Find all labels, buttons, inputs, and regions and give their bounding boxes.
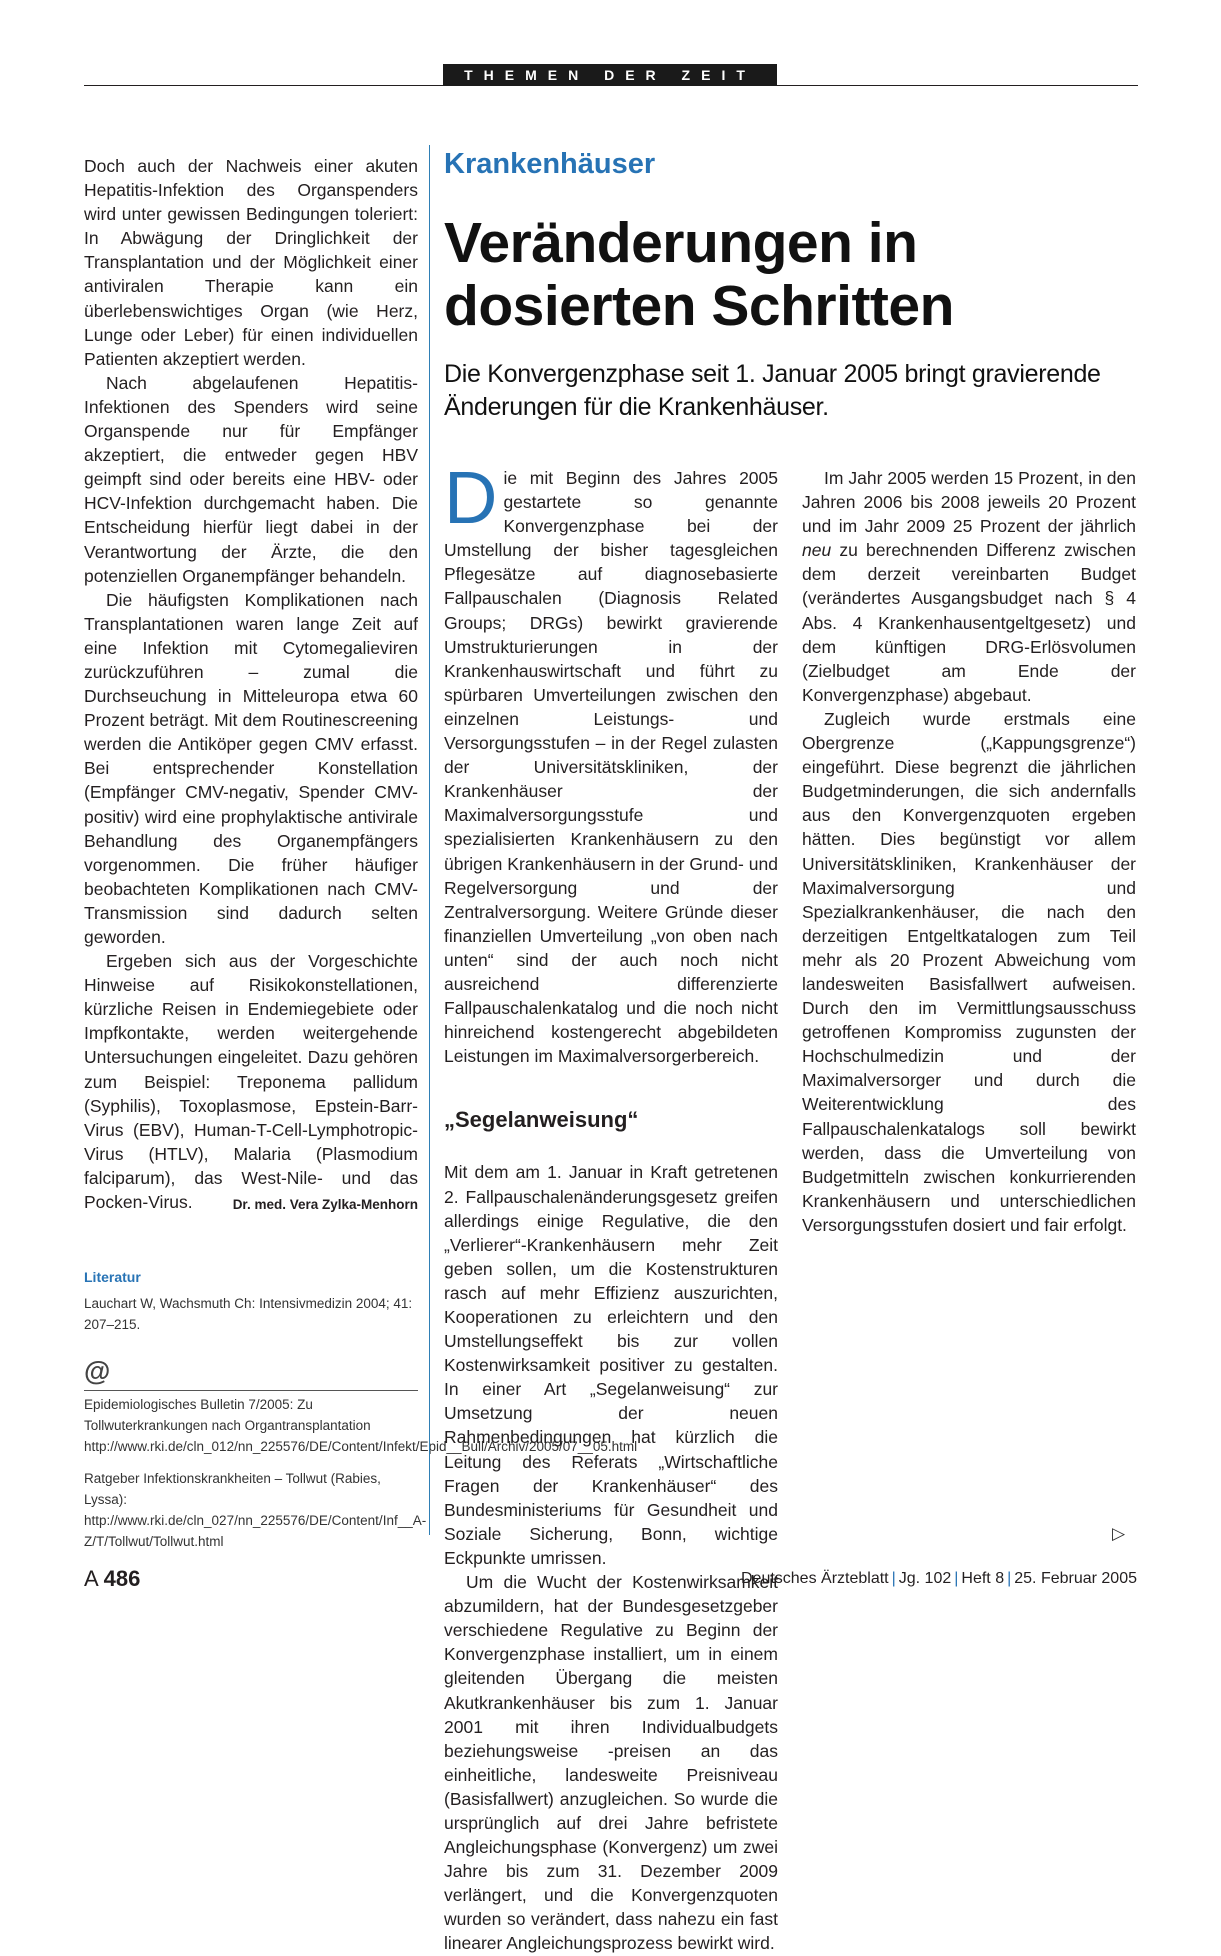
left-paragraph-3: Die häufigsten Komplikationen nach Transplantationen waren lange Zeit auf eine Infektion mit Cytomegalieviren zurückzuführen – zumal die Durchseuchung in Mitteleuropa etwa 60 Prozent beträgt. Mit dem Routinescreening werden die Antiköper gegen CMV erfasst. Bei entsprechender Konstellation (Empfänger CMV-negativ, Spender CMV-positiv) wird eine prophylaktische antivirale Behandlung des Organempfängers vorgenommen. Die früher häufiger beobachteten Komplikationen nach CMV-Transmission sind dadurch selten geworden. — [84, 589, 418, 947]
web-references-rule — [84, 1390, 418, 1391]
journal-issue: Heft 8 — [961, 1570, 1005, 1587]
article-subheading: „Segelanweisung“ — [444, 1107, 639, 1133]
article-paragraph-3: Um die Wucht der Kostenwirksamkeit abzumildern, hat der Bundesgesetzgeber verschiedene Regulative zu Beginn der Konvergenzphase installiert, um in einem gleitenden Übergang die meisten Akutkrankenhäuser bis zum 1. Januar 2001 mit ihren Individualbudgets beziehungsweise -preisen an das einheitliche, landesweite Preisniveau (Basisfallwert) anzugleichen. So wurde die ursprünglich auf drei Jahre befristete Angleichungsphase (Konvergenz) um zwei Jahre bis zum 31. Dezember 2009 verlängert, und die Konvergenzquoten wurden so verändert, dass nahezu ein fast linearer Angleichungsprozess bewirkt wird. — [444, 1572, 778, 1954]
continue-arrow-icon: ▷ — [1112, 1524, 1126, 1543]
web-reference-2[interactable]: Ratgeber Infektionskrankheiten – Tollwut (Rabies, Lyssa): http://www.rki.de/cln_027/nn_225576/DE/Content/Inf__A-Z/T/Tollwut/Tollwut.html — [84, 1471, 427, 1549]
section-label: THEMEN DER ZEIT — [443, 64, 777, 86]
article-subhead: Die Konvergenzphase seit 1. Januar 2005 bringt gravierende Änderungen für die Krankenhäuser. — [444, 360, 1101, 421]
article-paragraph-4-emphasis: neu — [802, 540, 832, 561]
article-paragraph-4-start: Im Jahr 2005 werden 15 Prozent, in den Jahren 2006 bis 2008 jeweils 20 Prozent und im Jahr 2009 25 Prozent der jährlich — [802, 468, 1136, 537]
right-column — [802, 466, 1136, 1237]
article-paragraph-4 — [802, 466, 1136, 707]
left-paragraph-4 — [84, 949, 418, 1214]
journal-volume: Jg. 102 — [898, 1570, 952, 1587]
left-paragraph-2: Nach abgelaufenen Hepatitis-Infektionen des Spenders wird seine Organspende nur für Empfänger akzeptiert, die entweder gegen HBV geimpft sind oder bereits eine HBV- oder HCV-Infektion durchgemacht haben. Die Entscheidung hierfür liegt dabei in der Verantwortung der Ärzte, die den potenziellen Organempfänger behandeln. — [84, 372, 418, 586]
journal-date: 25. Februar 2005 — [1014, 1570, 1137, 1587]
literature-heading: Literatur — [84, 1269, 141, 1285]
author-signature: Dr. med. Vera Zylka-Menhorn — [232, 1197, 418, 1213]
footer-info: Deutsches Ärzteblatt | Jg. 102 | Heft 8 | 25. Februar 2005 — [740, 1570, 1137, 1587]
page-number-value: 486 — [103, 1566, 141, 1591]
web-references — [84, 1394, 638, 1563]
page-prefix: A — [84, 1566, 98, 1591]
left-paragraph-1: Doch auch der Nachweis einer akuten Hepatitis-Infektion des Organspenders wird unter gewissen Bedingungen toleriert: In Abwägung der Dringlichkeit der Transplantation und der Möglichkeit einer antiviralen Therapie kann ein überlebenswichtiges Organ (wie Herz, Lunge oder Leber) für einen individuellen Patienten akzeptiert werden. — [84, 156, 418, 369]
middle-column — [444, 456, 778, 1956]
left-column — [84, 154, 418, 1217]
literature-reference: Lauchart W, Wachsmuth Ch: Intensivmedizin 2004; 41: 207–215. — [84, 1296, 413, 1332]
left-paragraph-4-text: Ergeben sich aus der Vorgeschichte Hinweise auf Risikokonstellationen, kürzliche Reisen in Endemiegebiete oder Impfkontakte, werden weitergehende Untersuchungen eingeleitet. Dazu gehören zum Beispiel: Treponema pallidum (Syphilis), Toxoplasmose, Epstein-Barr-Virus (EBV), Human-T-Cell-Lymphotropic-Virus (HTLV), Malaria (Plasmodium falciparum), das West-Nile- und das Pocken-Virus. — [84, 951, 418, 1213]
column-divider — [429, 145, 430, 1535]
dropcap-letter: D — [444, 456, 498, 539]
journal-name: Deutsches Ärzteblatt — [740, 1570, 889, 1587]
article-paragraph-1 — [444, 456, 778, 1068]
article-paragraph-4-end: zu berechnenden Differenz zwischen dem derzeit vereinbarten Budget (verändertes Ausgangsbudget nach § 4 Abs. 4 Krankenhausentgeltgesetz) und dem künftigen DRG-Erlösvolumen (Zielbudget am Ende der Konvergenzphase) abgebaut. — [802, 540, 1136, 705]
article-paragraph-5: Zugleich wurde erstmals eine Obergrenze („Kappungsgrenze“) eingeführt. Diese begrenzt die jährlichen Budgetminderungen, die sich andernfalls aus den Konvergenzquoten ergeben hätten. Dies begünstigt vor allem Universitätskliniken, Krankenhäuser der Maximalversorgung und Spezialkrankenhäuser, die nach den derzeitigen Entgeltkatalogen zum Teil mehr als 20 Prozent Abweichung vom landesweiten Basisfallwert aufweisen. Durch den im Vermittlungsausschuss getroffenen Kompromiss zugunsten der Hochschulmedizin und der Maximalversorger und durch die Weiterentwicklung des Fallpauschalenkatalogs soll bewirkt werden, dass die Umverteilung von Budgetmitteln zwischen konkurrierenden Krankenhäusern und unterschiedlichen Versorgungsstufen dosiert und fair erfolgt. — [802, 708, 1136, 1235]
article-paragraph-2: Mit dem am 1. Januar in Kraft getretenen 2. Fallpauschalenänderungsgesetz greifen allerdings einige Regulative, die den „Verlierer“-Krankenhäusern mehr Zeit geben sollen, um die Kostenstrukturen rasch auf mehr Effizienz auszurichten, Kooperationen zu erleichtern und den Umstellungseffekt bis zur vollen Kostenwirksamkeit positiver zu gestalten. In einer Art „Segelanweisung“ zur Umsetzung der neuen Rahmenbedingungen hat kürzlich die Leitung des Referats „Wirtschaftliche Fragen der Krankenhäuser“ des Bundesministeriums für Gesundheit und Soziale Sicherung, Bonn, wichtige Eckpunkte umrissen. — [444, 1162, 778, 1568]
article-paragraph-1-text: ie mit Beginn des Jahres 2005 gestartete so genannte Konvergenzphase bei der Umstellung der bisher tagesgleichen Pflegesätze auf diagnosebasierte Fallpauschalen (Diagnosis Related Groups; DRGs) bewirkt gravierende Umstrukturierungen in der Krankenhauswirtschaft und führt zu spürbaren Umverteilungen zwischen den einzelnen Leistungs- und Versorgungsstufen – in der Regel zulasten der Universitätskliniken, der Krankenhäuser der Maximalversorgungsstufe und spezialisierten Krankenhäusern zu den übrigen Krankenhäusern in der Grund- und Regelversorgung und der Zentralversorgung. Weitere Gründe dieser finanziellen Umverteilung „von oben nach unten“ sind der auch noch nicht ausreichend differenzierte Fallpauschalenkatalog und die noch nicht hinreichend kostengerecht abgebildeten Leistungen im Maximalversorgerbereich. — [444, 468, 778, 1067]
article-kicker: Krankenhäuser — [444, 148, 656, 180]
at-sign-icon: @ — [84, 1356, 111, 1386]
article-headline: Veränderungen in dosierten Schritten — [444, 211, 954, 338]
web-reference-1[interactable]: Epidemiologisches Bulletin 7/2005: Zu Tollwuterkrankungen nach Organtransplantation http://www.rki.de/cln_012/nn_225576/DE/Content/Infekt/Epid__Bull/Archiv/2005/07__05.html — [84, 1397, 638, 1454]
page-number — [84, 1566, 140, 1592]
